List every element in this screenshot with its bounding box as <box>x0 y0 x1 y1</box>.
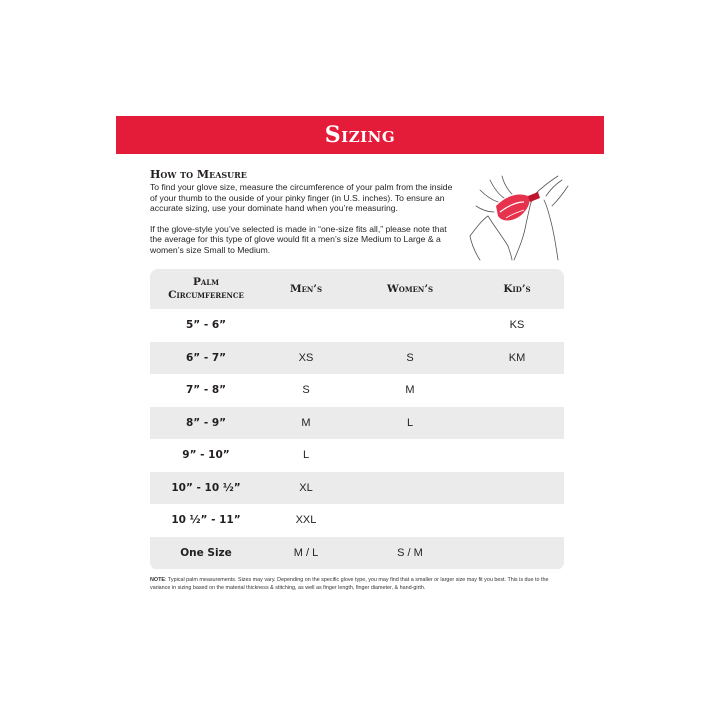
palm-cell: 7” - 8” <box>185 384 227 397</box>
table-row <box>150 537 564 570</box>
mens-cell: L <box>302 449 310 462</box>
table-row <box>150 374 564 407</box>
header-womens: Women’s <box>386 282 434 295</box>
header-palm-circumference: Palm Circumference <box>168 276 244 301</box>
table-row <box>150 309 564 342</box>
size-chart-table <box>150 269 564 570</box>
one-size-note: If the glove-style you’ve selected is made in “one-size fits all,” please note that the average for this type of glove would fit a men’s size Medium to Large & a women’s size Small to Medium. <box>150 223 447 255</box>
table-row <box>150 439 564 472</box>
palm-cell: 9” - 10” <box>182 449 230 462</box>
hand-measuring-tape-icon <box>462 166 572 262</box>
sizing-banner <box>116 116 604 154</box>
table-header-row <box>150 269 564 309</box>
mens-cell: M / L <box>293 546 319 559</box>
palm-cell: 8” - 9” <box>185 416 227 429</box>
note-label: NOTE <box>150 577 165 583</box>
mens-cell: XS <box>298 351 314 364</box>
kids-cell: KS <box>509 319 525 332</box>
palm-cell: 6” - 7” <box>185 351 227 364</box>
womens-cell: M <box>405 384 415 397</box>
table-row <box>150 407 564 440</box>
mens-cell: S <box>302 384 310 397</box>
palm-cell: One Size <box>180 546 232 559</box>
table-row <box>150 504 564 537</box>
note-text: : Typical palm measurements. Sizes may vary. Depending on the specific glove type, you may find that a smaller or larger size may fit you best. This is due to the variance in sizing based on the material thickness & stitching, as well as finger length, finger diameter, & hand-girth. <box>150 577 549 591</box>
mens-cell: M <box>301 416 311 429</box>
banner-title: Sizing <box>324 122 396 148</box>
table-row <box>150 342 564 375</box>
measure-instructions: To find your glove size, measure the circumference of your palm from the inside of your thumb to the ouside of your pinky finger (in U.S. inches). To ensure an accurate sizing, use your dominate hand when you’re measuring. <box>150 182 453 214</box>
header-kids: Kid’s <box>503 282 531 295</box>
table-row <box>150 472 564 505</box>
womens-cell: S <box>406 351 414 364</box>
mens-cell: XL <box>299 481 313 494</box>
header-mens: Men’s <box>289 282 323 295</box>
womens-cell: S / M <box>397 546 423 559</box>
palm-cell: 10 ½” - 11” <box>171 514 241 527</box>
womens-cell: L <box>406 416 414 429</box>
kids-cell: KM <box>508 351 526 364</box>
how-to-measure-heading: How to Measure <box>150 168 247 181</box>
footnote <box>150 576 570 592</box>
palm-cell: 10” - 10 ½” <box>171 481 241 494</box>
mens-cell: XXL <box>295 514 317 527</box>
palm-cell: 5” - 6” <box>185 319 227 332</box>
how-to-measure-section <box>150 168 460 256</box>
